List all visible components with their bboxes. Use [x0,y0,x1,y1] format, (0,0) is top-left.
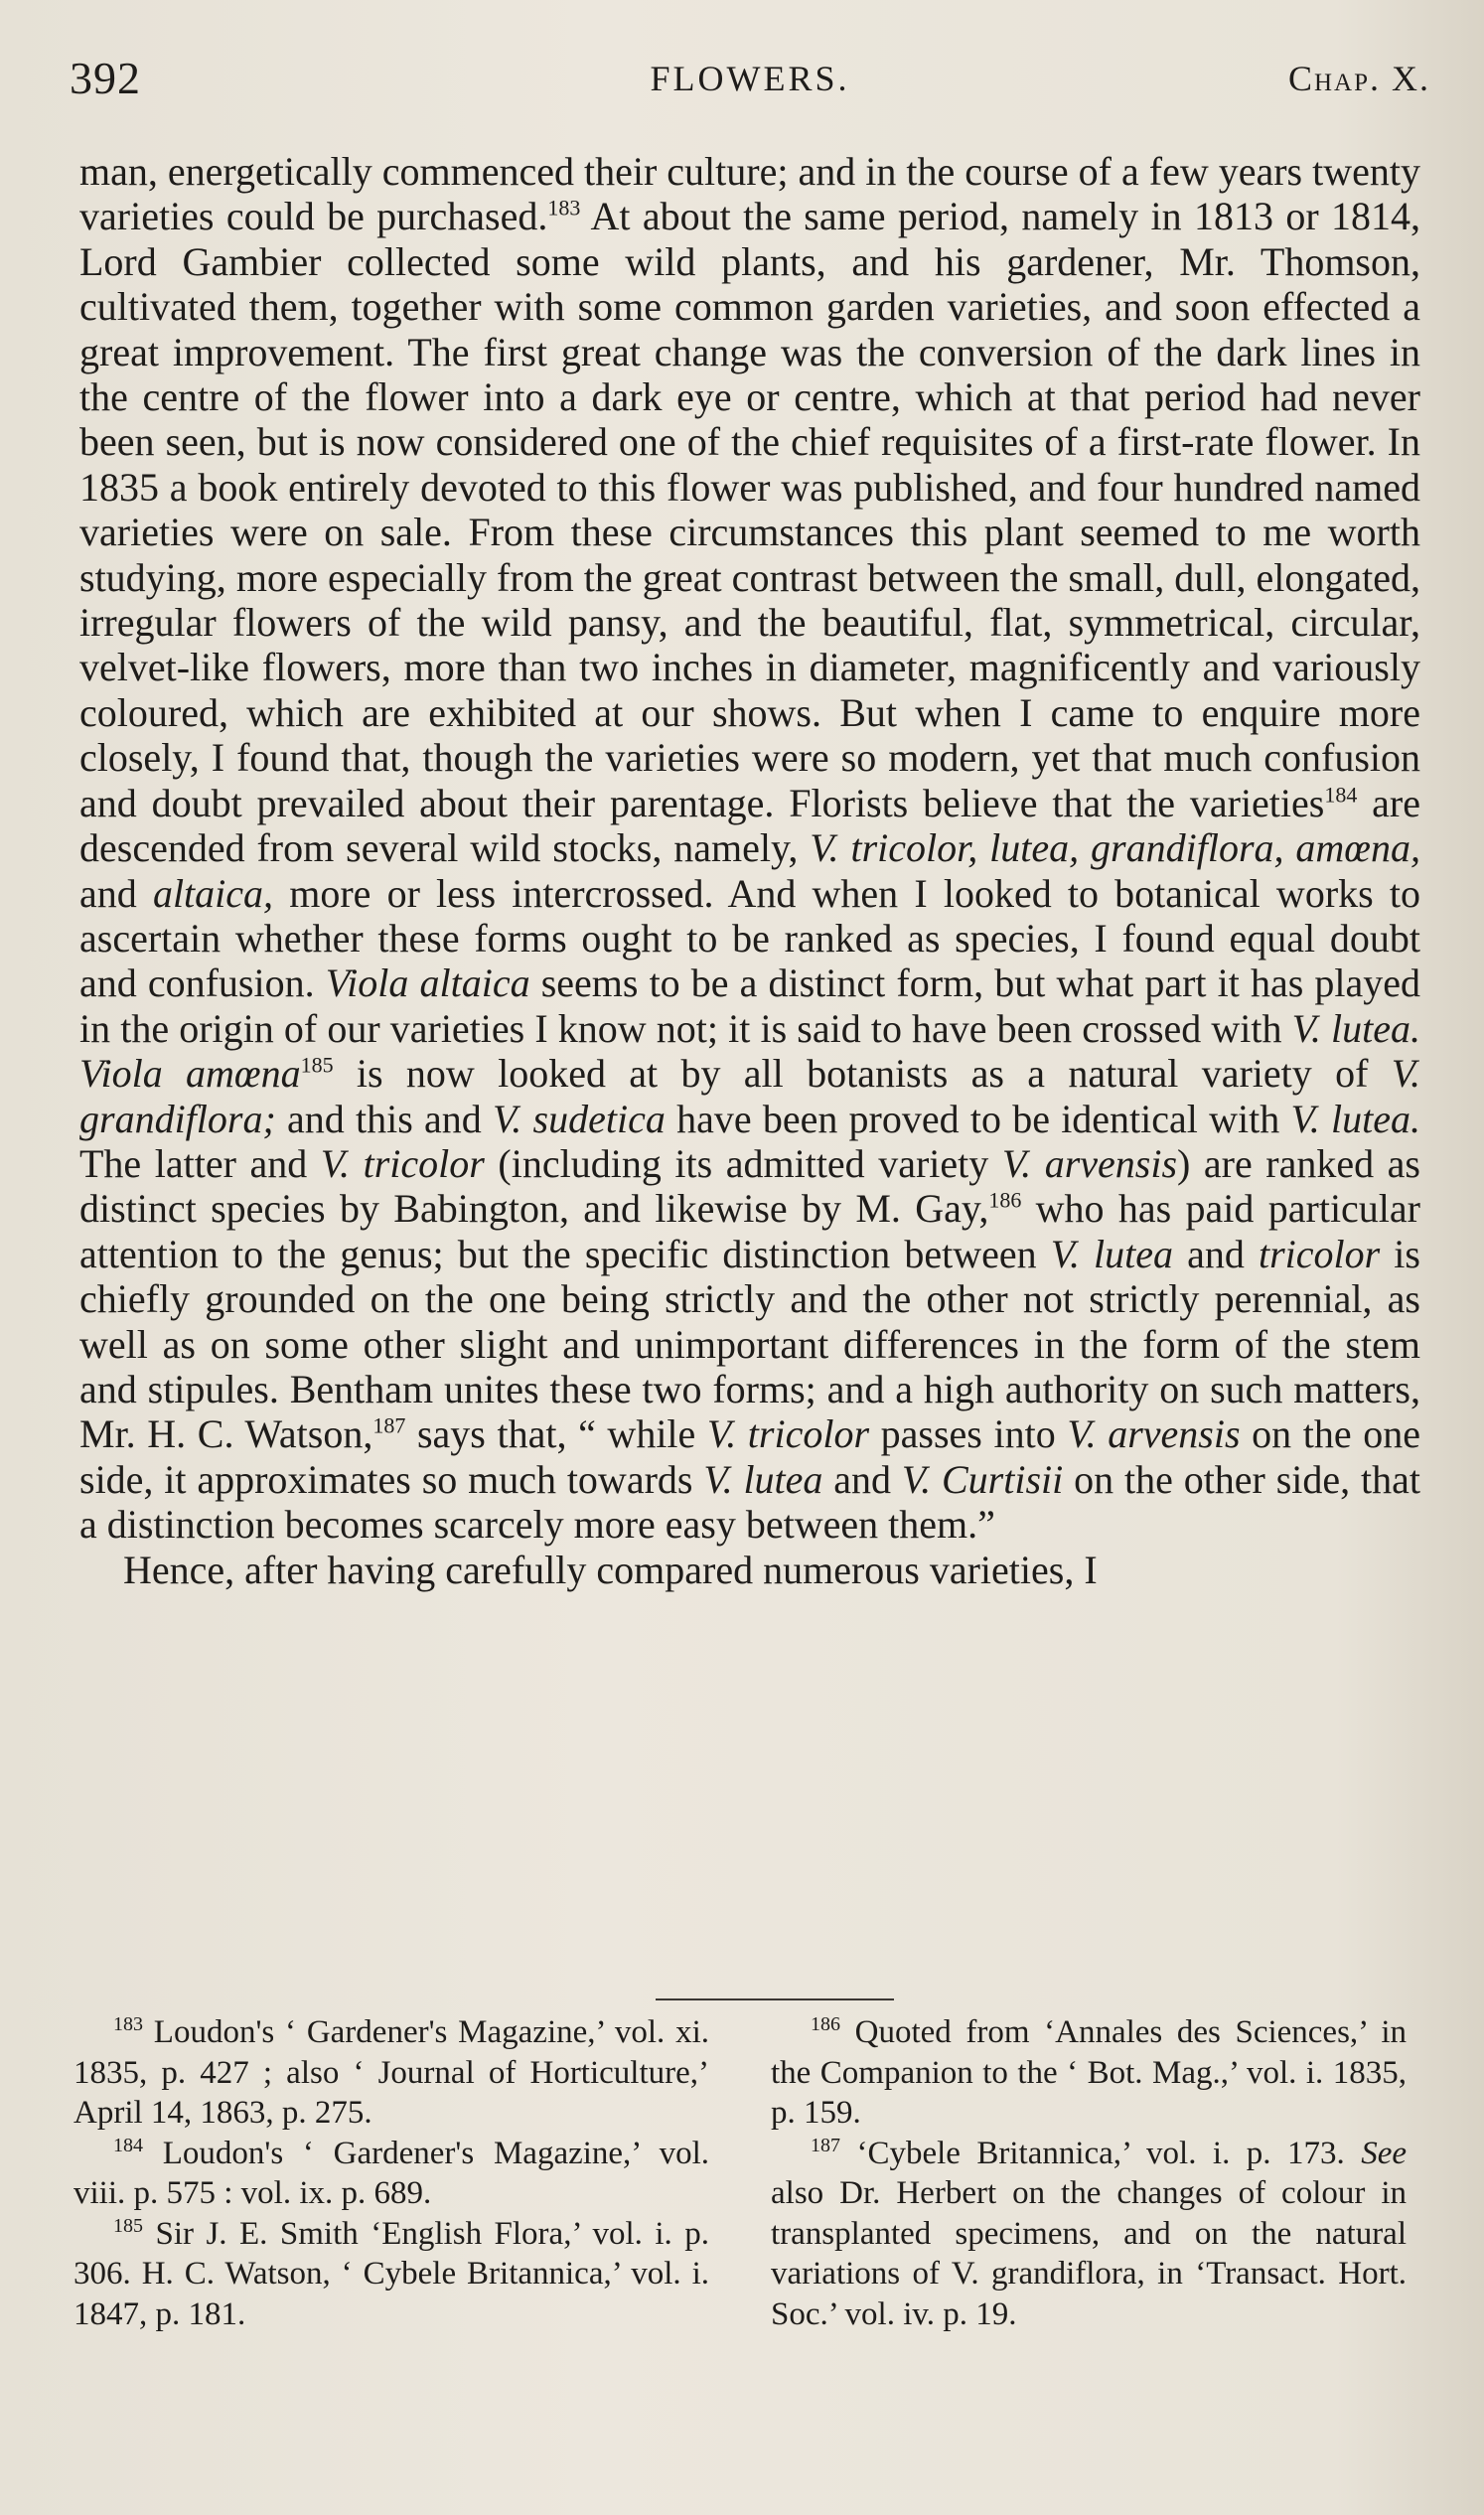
text-run: is chiefly grounded on the one being strictly and the other not strictly perennial, as well as on some other slight and unimportant differences in the form of the stem and stipules. Bentham unites these two forms; and a high authority on such matters, Mr. H. C. Watson, [79,1231,1420,1457]
text-run: and [822,1456,902,1502]
species-name: Viola altaica [325,961,530,1006]
text-run: passes into [869,1411,1068,1457]
text-run: ) are ranked as distinct species by Babington, and likewise by M. Gay, [79,1140,1420,1232]
footnote-divider [656,1998,894,2000]
species-name: V. arvensis [1001,1140,1178,1186]
footnote-184 [74,2134,709,2214]
footnote-number: 186 [811,2013,840,2035]
footnote-text: Loudon's ‘ Gardener's Magazine,’ vol. viii. p. 575 : vol. ix. p. 689. [74,2135,709,2211]
species-name: V. Curtisii [901,1456,1064,1502]
text-run: on the other side, that a distinction becomes scarcely more easy between them.” [79,1456,1420,1548]
footnote-text: Loudon's ‘ Gardener's Magazine,’ vol. xi. 1835, p. 427 ; also ‘ Journal of Horticulture,’ April 14, 1863, p. 275. [74,2014,709,2131]
text-run: seems to be a distinct form, but what part it has played in the origin of our varieties I know not; it is said to have been crossed with [79,961,1420,1051]
footnote-185 [74,2214,709,2335]
footnote-number: 184 [113,2134,143,2156]
species-name: V. lutea [1050,1231,1174,1276]
footnote-183 [74,2012,709,2134]
text-run: on the one side, it approximates so much towards [79,1411,1421,1502]
footnote-186 [771,2012,1407,2134]
page-header [70,52,1430,121]
footnote-text: also Dr. Herbert on the changes of colour in transplanted specimens, and on the natural variations of V. grandiflora, in ‘Transact. Hort. Soc.’ vol. iv. p. 19. [771,2175,1407,2332]
text-run: and [1173,1231,1259,1276]
text-run: man, energetically commenced their culture; and in the course of a few years twenty varieties could be purchased. [79,149,1420,239]
text-run: have been proved to be identical with [665,1096,1291,1141]
footnote-number: 185 [113,2214,143,2237]
text-run: says that, “ while [405,1411,707,1457]
text-run: At about the same period, namely in 1813 or 1814, Lord Gambier collected some wild plants, and his gardener, Mr. Thomson, cultivated them, together with some common garden varieties, and soon effected a great improvement. The first great change was the conversion of the dark lines in the centre of the flower into a dark eye or centre, which at that period had never been seen, but is now considered one of the chief requisites of a first-rate flower. In 1835 a book entirely devoted to this flower was published, and four hundred named varieties were on sale. From these circumstances this plant seemed to me worth studying, more especially from the great contrast between the small, dull, elongated, irregular flowers of the wild pansy, and the beautiful, flat, symmetrical, circular, velvet-like flowers, more than two inches in diameter, magnificently and variously coloured, which are exhibited at our shows. But when I came to enquire more closely, I found that, though the varieties were so modern, yet that much confusion and doubt prevailed about their parentage. Florists believe that the varieties [79,194,1420,825]
species-name: V. lutea. Viola amœna [79,1005,1420,1097]
footnote-187 [771,2134,1407,2335]
species-name: V. arvensis [1067,1411,1241,1457]
text-run: who has paid particular attention to the genus; but the specific distinction between [79,1186,1420,1276]
species-name: V. tricolor [706,1411,870,1457]
footnote-ref-185: 185 [300,1052,334,1078]
species-name: V. sudetica [493,1096,666,1141]
paragraph: Hence, after having carefully compared numerous varieties, I [123,1547,1098,1592]
text-run: are descended from several wild stocks, namely, [79,780,1421,871]
footnote-number: 183 [113,2013,143,2035]
species-name: V. grandiflora; [79,1051,1420,1141]
species-name: V. tricolor, lutea, grandiflora, amœna, [810,825,1420,871]
footnote-ref-183: 183 [547,196,581,222]
text-run: is now looked at by all botanists as a natural variety of [333,1051,1392,1097]
footnote-ref-187: 187 [372,1413,406,1439]
footnote-number: 187 [811,2134,840,2156]
footnote-ref-184: 184 [1324,782,1358,808]
main-text [79,149,1420,1592]
species-name: tricolor [1258,1231,1381,1276]
page-number: 392 [70,53,141,103]
text-run: and [79,870,153,916]
footnote-see: See [1361,2135,1407,2171]
chapter-label: Chap. X. [1287,59,1430,98]
species-name: altaica, [152,870,274,916]
species-name: V. lutea [703,1456,823,1502]
paragraph [79,149,1420,1548]
text-run: more or less intercrossed. And when I looked to botanical works to ascertain whether these forms ought to be ranked as species, I found equal doubt and confusion. [79,870,1420,1006]
text-run: (including its admitted variety [484,1140,1002,1186]
species-name: V. tricolor [320,1140,485,1186]
footnote-text: Quoted from ‘Annales des Sciences,’ in the Companion to the ‘ Bot. Mag.,’ vol. i. 1835, p. 159. [771,2014,1407,2131]
footnote-text: Sir J. E. Smith ‘English Flora,’ vol. i. p. 306. H. C. Watson, ‘ Cybele Britannica,’ vol. i. 1847, p. 181. [74,2215,709,2332]
text-run: The latter and [79,1140,321,1186]
footnote-text: ‘Cybele Britannica,’ vol. i. p. 173. [840,2135,1362,2171]
text-run: and this and [275,1096,494,1141]
species-name: V. lutea. [1290,1096,1420,1141]
running-title: FLOWERS. [650,59,850,98]
footnote-ref-186: 186 [988,1188,1022,1214]
footnotes-left-column [74,2012,709,2334]
footnotes-right-column [771,2012,1407,2334]
